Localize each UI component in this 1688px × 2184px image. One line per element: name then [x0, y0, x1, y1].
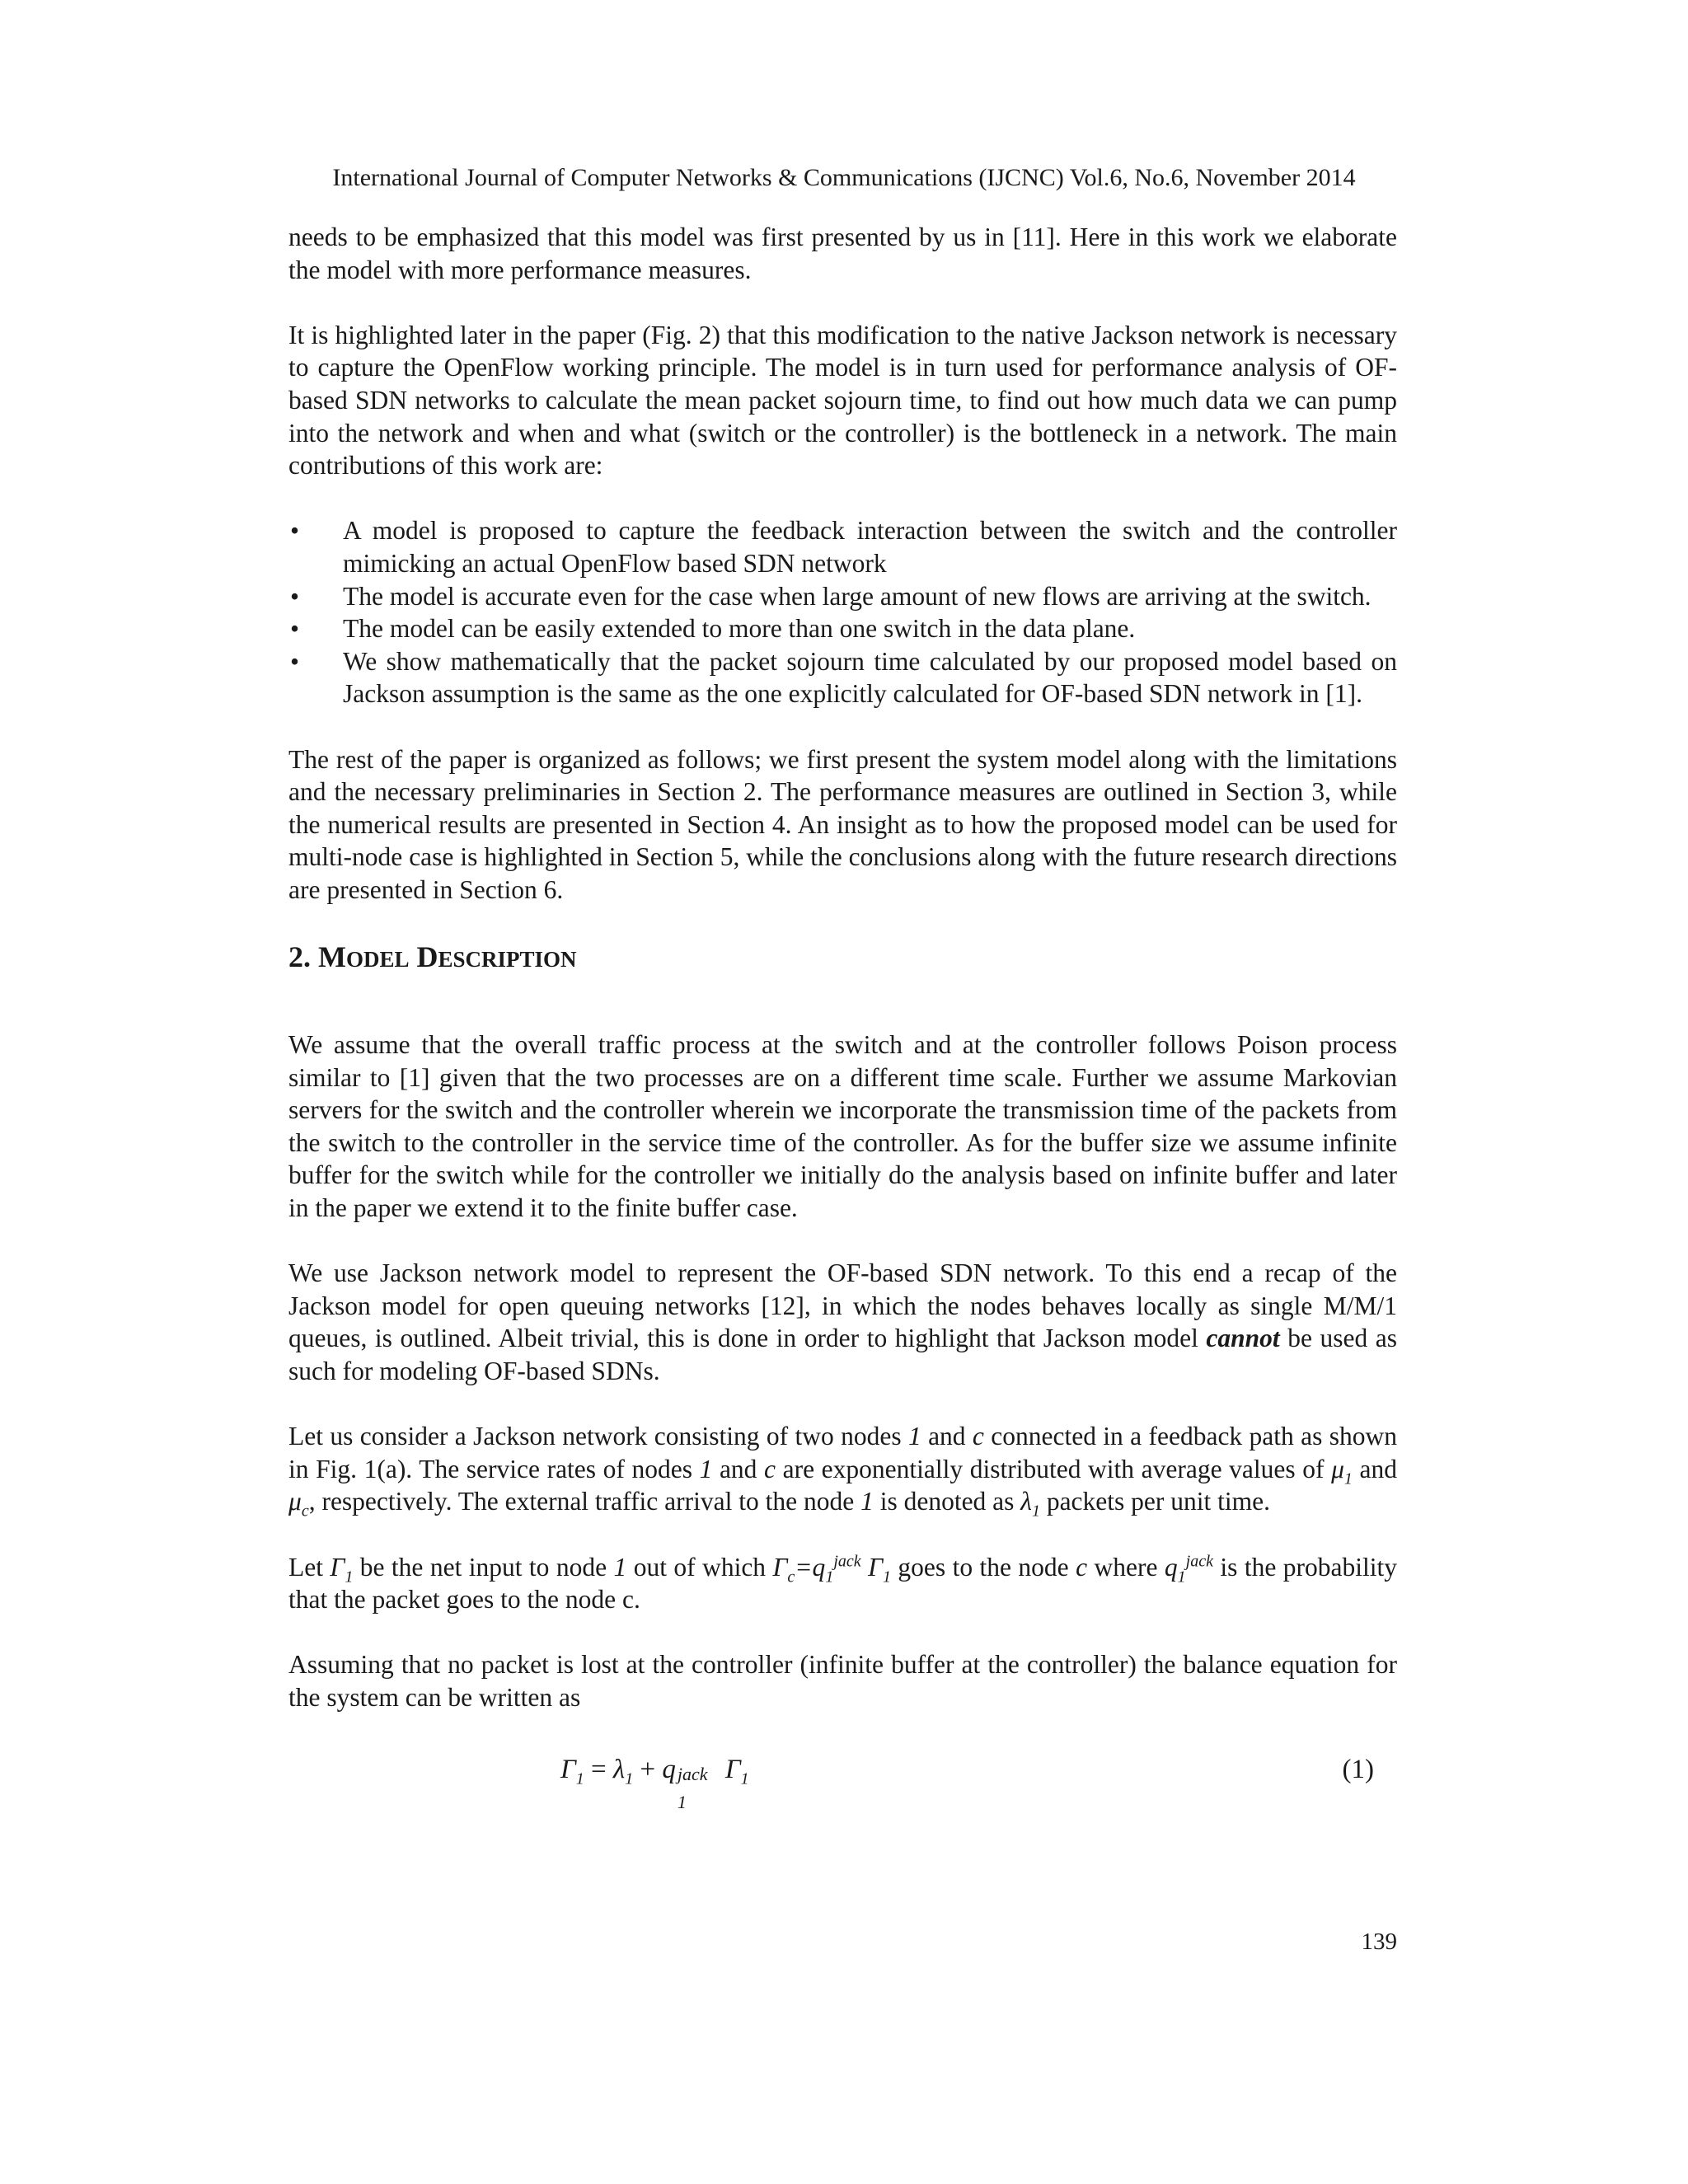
bullet-icon: •: [290, 516, 300, 546]
bullet-icon: •: [290, 581, 300, 611]
paragraph-balance-intro: Assuming that no packet is lost at the controller (infinite buffer at the controller) the balance equation for the system can be written as: [288, 1650, 1397, 1712]
emphasis-cannot: cannot: [1206, 1324, 1280, 1353]
equation-number: (1): [1342, 1754, 1374, 1784]
equation-expression: $\Gamma_1 = \lambda_1 + q$ jack 1 $\Gamma_1$: [560, 1754, 749, 1812]
paragraph-assumptions: We assume that the overall traffic process at the switch and at the controller follows Poison process similar to [1] given that the two processes are on a different time scale. Further we assume Markovian servers for the switch and the controller wherein we incorporate the transmission time of the packets from the switch to the controller in the service time of the controller. As for the buffer size we assume infinite buffer for the switch while for the controller we initially do the analysis based on infinite buffer and later in the paper we extend it to the finite buffer case.: [288, 1030, 1397, 1223]
list-item-text: A model is proposed to capture the feedback interaction between the switch and the controller mimicking an actual OpenFlow based SDN network: [343, 516, 1397, 578]
page-number: 139: [1361, 1929, 1397, 1955]
paragraph-jackson-model: We use Jackson network model to represent the OF-based SDN network. To this end a recap of the Jackson model for open queuing networks [12], in which the nodes behaves locally as single M/M/1 queues, is outlined. Albeit trivial, this is done in order to highlight that Jackson model cannot be used as such for modeling OF-based SDNs.: [288, 1258, 1397, 1385]
list-item: [288, 580, 1397, 613]
paragraph-two-nodes: Let us consider a Jackson network consisting of two nodes 1 and c connected in a feedback path as shown in Fig. 1(a). The service rates of nodes 1 and c are exponentially distributed with average values of $\mu_1$ and $\mu_c$, respectively. The external traffic arrival to the node 1 is denoted as $\lambda_1$ packets per unit time.: [288, 1422, 1397, 1521]
contributions-list: [288, 514, 1397, 710]
list-item-text: The model is accurate even for the case when large amount of new flows are arriving at the switch.: [343, 581, 1372, 611]
list-item: [288, 514, 1397, 579]
journal-header: International Journal of Computer Networks & Communications (IJCNC) Vol.6, No.6, November 2014: [332, 164, 1356, 191]
list-item: [288, 645, 1397, 710]
bullet-icon: •: [290, 646, 300, 676]
section-heading: 2. MODEL DESCRIPTION: [288, 940, 577, 974]
paragraph-intro: needs to be emphasized that this model was first presented by us in [11]. Here in this work we elaborate the model with more performance measures.: [288, 223, 1397, 284]
list-item-text: The model can be easily extended to more than one switch in the data plane.: [343, 614, 1136, 644]
paragraph-highlight: It is highlighted later in the paper (Fig. 2) that this modification to the native Jackson network is necessary to capture the OpenFlow working principle. The model is in turn used for performance analysis of OF-based SDN networks to calculate the mean packet sojourn time, to find out how much data we can pump into the network and when and what (switch or the controller) is the bottleneck in a network. The main contributions of this work are:: [288, 320, 1397, 480]
paragraph-net-input: Let $\Gamma_1$ be the net input to node 1 out of which $\Gamma_c=q_1^{jack}$ $\Gamma_1$ goes to the node c where $q_1^{jack}$ is the probability that the packet goes to the node c.: [288, 1552, 1397, 1615]
balance-equation: [288, 1739, 1397, 1812]
list-item: [288, 612, 1397, 645]
bullet-icon: •: [290, 614, 300, 644]
page-body: [288, 221, 1397, 1812]
paragraph-organization: The rest of the paper is organized as follows; we first present the system model along with the limitations and the necessary preliminaries in Section 2. The performance measures are outlined in Section 3, while the numerical results are presented in Section 4. An insight as to how the proposed model can be used for multi-node case is highlighted in Section 5, while the conclusions along with the future research directions are presented in Section 6.: [288, 744, 1397, 904]
list-item-text: We show mathematically that the packet sojourn time calculated by our proposed model based on Jackson assumption is the same as the one explicitly calculated for OF-based SDN network in [1].: [343, 646, 1397, 709]
